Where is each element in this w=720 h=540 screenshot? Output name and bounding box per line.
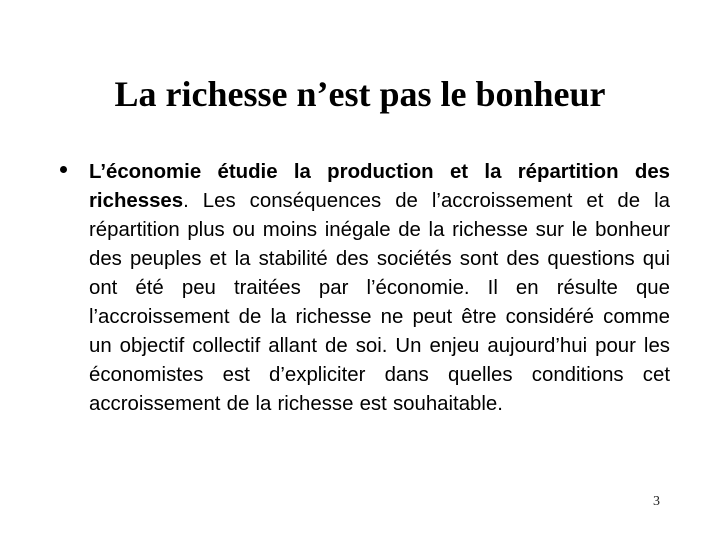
bullet-body-text: . Les conséquences de l’accroissement et de la répartition plus ou moins inégale de la richesse sur le bonheur des peuples et la stabilité des sociétés sont des questions qui ont été peu traitées par l’économie. Il en résulte que l’accroissement de la richesse ne peut être considéré comme un objectif collectif allant de soi. Un enjeu aujourd’hui pour les économistes est d’expliciter dans quelles conditions cet accroissement de la richesse est souhaitable.: [89, 190, 670, 415]
bullet-list: [0, 158, 720, 419]
slide-title: La richesse n’est pas le bonheur: [114, 74, 606, 114]
bullet-item: [0, 158, 720, 419]
bullet-dot-icon: [60, 166, 67, 173]
bullet-lead-text: L’économie étudie la production et la répartition des richesses: [89, 161, 670, 212]
page-number: 3: [653, 494, 660, 509]
